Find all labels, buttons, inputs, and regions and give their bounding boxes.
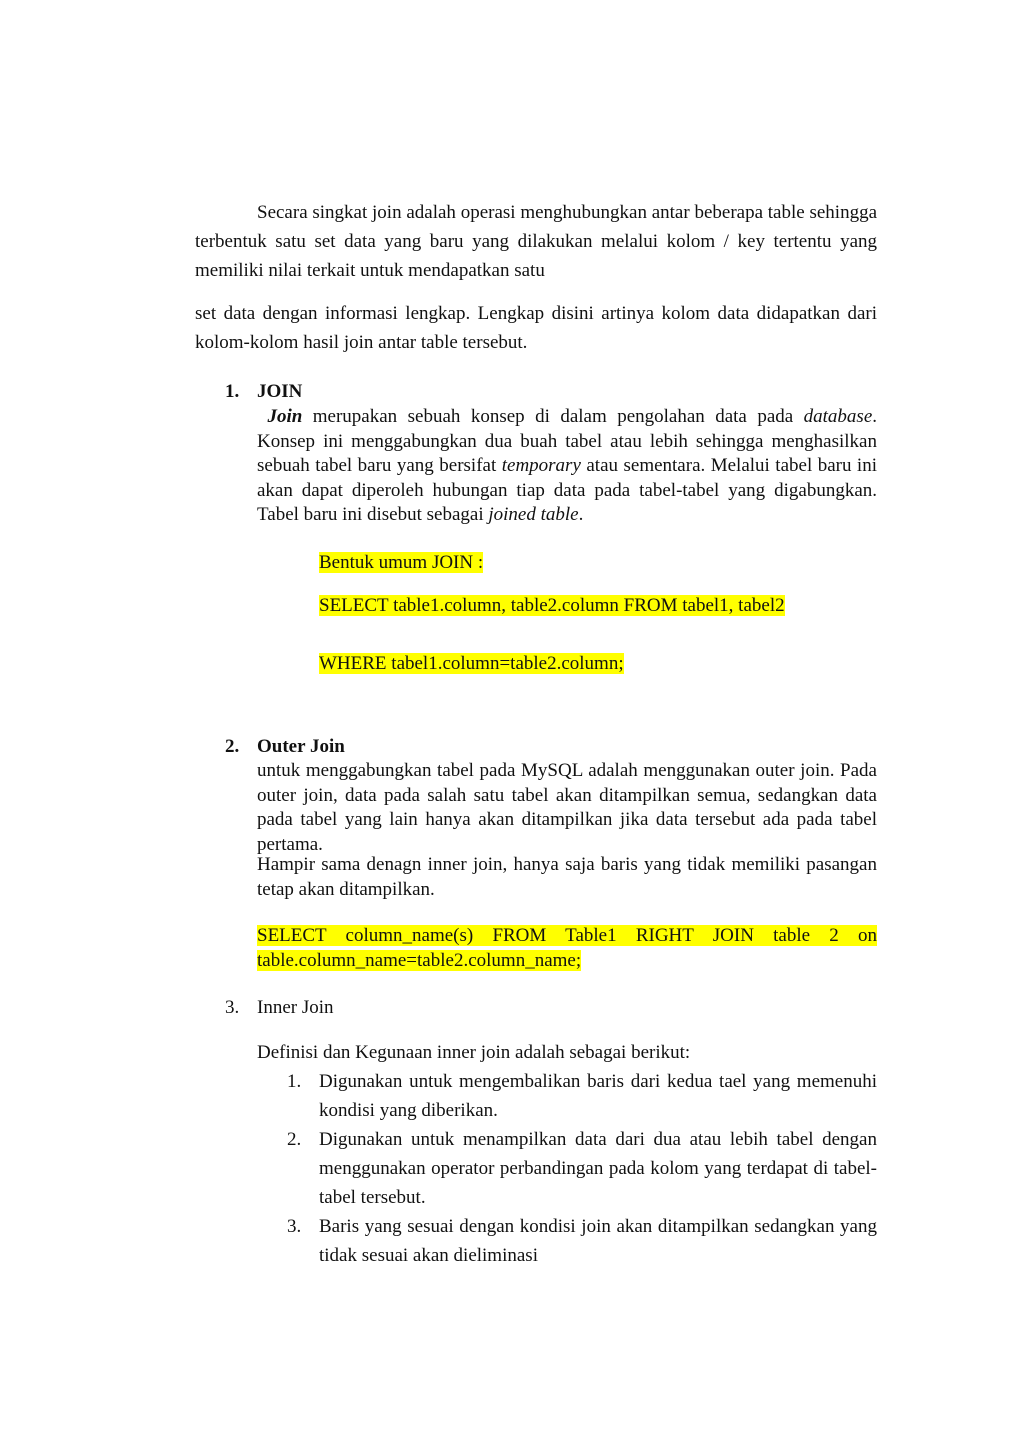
section-3-intro: Definisi dan Kegunaan inner join adalah sebagai berikut: — [257, 1042, 691, 1063]
code-where-line: WHERE tabel1.column=table2.column; — [319, 653, 624, 674]
section-2-heading: Outer Join — [257, 736, 345, 757]
code-title: Bentuk umum JOIN : — [319, 552, 484, 573]
intro-paragraph-1: Secara singkat join adalah operasi menghubungkan antar beberapa table sehingga terbentuk satu set data yang baru yang dilakukan melalui kolom / key tertentu yang memiliki nilai terkait untuk mendapatkan satu — [195, 202, 877, 281]
s1-em-temporary: temporary — [501, 455, 581, 476]
list-item: Baris yang sesuai dengan kondisi join akan ditampilkan sedangkan yang tidak sesuai akan dieliminasi — [319, 1216, 877, 1266]
s1-text-3: atau sementara. Melalui tabel baru ini akan dapat diperoleh hubungan tiap data pada tabel-tabel yang digabungkan. Tabel baru ini disebut sebagai — [257, 455, 877, 525]
section-2-code-container — [257, 924, 877, 973]
s1-em-joined-table: joined table — [488, 504, 579, 525]
list-item-number: 1. — [287, 1071, 302, 1092]
section-2-number: 2. — [225, 736, 240, 757]
intro-paragraph-2: set data dengan informasi lengkap. Lengkap disini artinya kolom data didapatkan dari kolom-kolom hasil join antar table tersebut. — [195, 303, 877, 353]
code-select-line: SELECT table1.column, table2.column FROM tabel1, tabel2 — [319, 595, 785, 616]
s1-em-database: database — [803, 406, 873, 427]
section-3-number: 3. — [225, 997, 240, 1018]
list-item: Digunakan untuk menampilkan data dari dua atau lebih tabel dengan menggunakan operator perbandingan pada kolom yang terdapat di tabel-tabel tersebut. — [319, 1129, 877, 1208]
list-item: Digunakan untuk mengembalikan baris dari kedua tael yang memenuhi kondisi yang diberikan. — [319, 1071, 877, 1121]
section-2-paragraph-1: untuk menggabungkan tabel pada MySQL adalah menggunakan outer join. Pada outer join, data pada salah satu tabel akan ditampilkan semua, sedangkan data pada tabel yang lain hanya akan ditampilkan jika data tersebut ada pada tabel pertama. — [257, 760, 877, 855]
list-item-number: 2. — [287, 1129, 302, 1150]
section-3-heading: Inner Join — [257, 997, 334, 1018]
list-item-number: 3. — [287, 1216, 302, 1237]
section-1-heading: JOIN — [257, 381, 303, 402]
outer-join-code: SELECT column_name(s) FROM Table1 RIGHT JOIN table 2 on table.column_name=table2.column_name; — [257, 925, 877, 971]
s1-text-2: . Konsep ini menggabungkan dua buah tabel atau lebih sehingga menghasilkan sebuah tabel baru yang bersifat — [257, 406, 877, 476]
section-1-paragraph — [257, 405, 877, 528]
s1-text-4: . — [578, 504, 584, 525]
term-join: Join — [267, 406, 303, 427]
section-1-number: 1. — [225, 381, 240, 402]
section-2-paragraph-2: Hampir sama denagn inner join, hanya saja baris yang tidak memiliki pasangan tetap akan ditampilkan. — [257, 854, 877, 900]
s1-text-1: merupakan sebuah konsep di dalam pengolahan data pada — [302, 406, 804, 427]
